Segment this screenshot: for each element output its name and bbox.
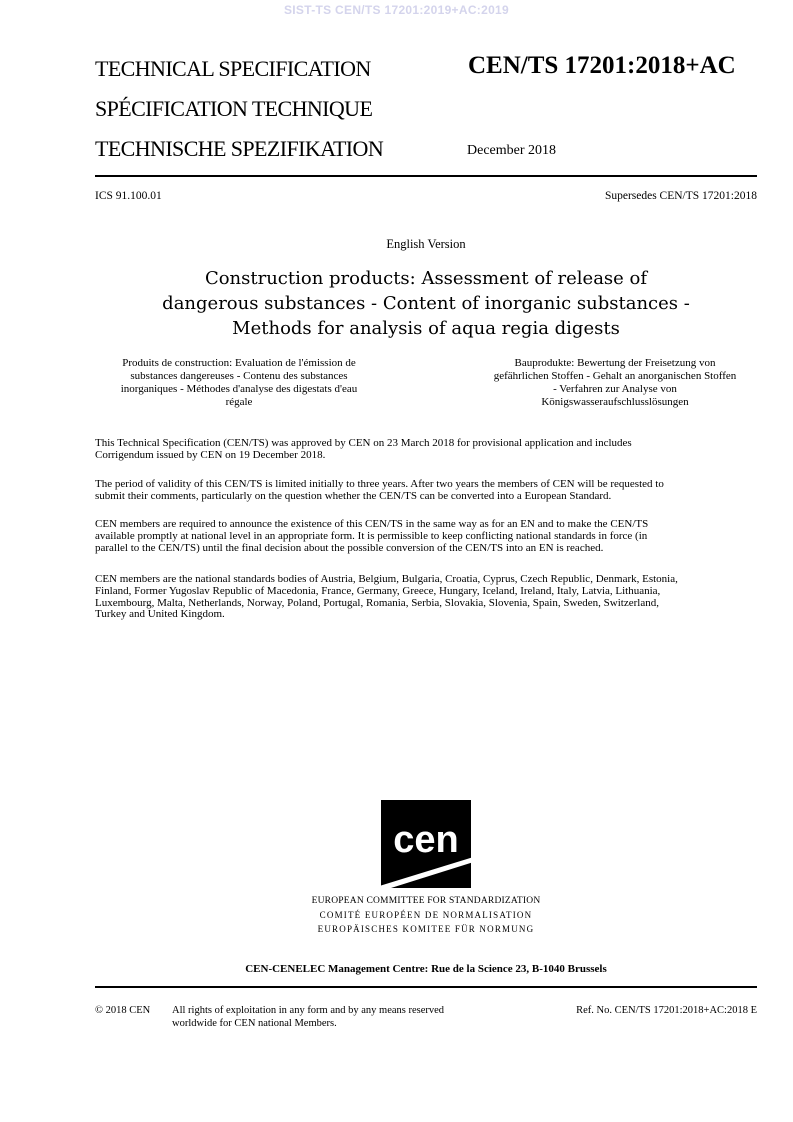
rights-notice xyxy=(172,1005,444,1030)
paragraph-line: This Technical Specification (CEN/TS) was approved by CEN on 23 March 2018 for provisional application and includes xyxy=(95,437,632,449)
paragraph-line: The period of validity of this CEN/TS is limited initially to three years. After two years the members of CEN will be requested to xyxy=(95,478,664,490)
rights-line: All rights of exploitation in any form and by any means reserved xyxy=(172,1005,445,1016)
title-line: dangerous substances - Content of inorganic substances - xyxy=(162,293,690,314)
copyright: © 2018 CEN xyxy=(95,1005,151,1016)
rights-line: worldwide for CEN national Members. xyxy=(172,1017,337,1029)
publication-date: December 2018 xyxy=(467,143,557,158)
spec-type-fr: SPÉCIFICATION TECHNIQUE xyxy=(95,96,373,121)
document-code: CEN/TS 17201:2018+AC xyxy=(468,52,736,79)
header-rule xyxy=(95,175,757,177)
title-fr-line: régale xyxy=(225,396,253,408)
watermark: SIST-TS CEN/TS 17201:2019+AC:2019 xyxy=(283,3,509,17)
management-centre-address: CEN-CENELEC Management Centre: Rue de la Science 23, B-1040 Brussels xyxy=(245,963,607,975)
footer-rule xyxy=(95,986,757,988)
cen-logo xyxy=(381,800,471,888)
supersedes-note: Supersedes CEN/TS 17201:2018 xyxy=(604,190,757,202)
paragraph-line: CEN members are required to announce the existence of this CEN/TS in the same way as for an EN and to make the CEN/TS xyxy=(95,518,649,530)
paragraph-line: parallel to the CEN/TS) until the final decision about the possible conversion of the CEN/TS into an EN is reached. xyxy=(95,541,604,554)
document-title xyxy=(95,266,757,341)
approval-paragraph xyxy=(95,438,757,462)
committee-name-de: EUROPÄISCHES KOMITEE FÜR NORMUNG xyxy=(317,924,535,934)
paragraph-line: submit their comments, particularly on the question whether the CEN/TS can be converted into a European Standard. xyxy=(95,489,612,502)
version-label: English Version xyxy=(386,237,466,251)
title-fr-line: inorganiques - Méthodes d'analyse des digestats d'eau xyxy=(120,383,358,395)
cen-logo-graphic xyxy=(381,800,481,890)
paragraph-line: CEN members are the national standards bodies of Austria, Belgium, Bulgaria, Croatia, Cyprus, Czech Republic, Denmark, Estonia, xyxy=(95,573,678,585)
spec-type-de: TECHNISCHE SPEZIFIKATION xyxy=(95,136,384,161)
title-french xyxy=(95,357,383,409)
members-list-paragraph xyxy=(95,574,757,621)
title-de-line: Bauprodukte: Bewertung der Freisetzung von xyxy=(514,357,716,369)
paragraph-line: Corrigendum issued by CEN on 19 December 2018. xyxy=(95,448,326,461)
title-fr-line: Produits de construction: Evaluation de l'émission de xyxy=(122,357,356,369)
title-de-line: - Verfahren zur Analyse von xyxy=(553,383,677,395)
ics-number: ICS 91.100.01 xyxy=(95,190,162,202)
validity-paragraph xyxy=(95,479,757,503)
title-german xyxy=(465,357,765,409)
paragraph-line: available promptly at national level in an appropriate form. It is permissible to keep conflicting national standards in force (in xyxy=(95,529,648,542)
members-obligation-paragraph xyxy=(95,519,757,554)
committee-name-fr: COMITÉ EUROPÉEN DE NORMALISATION xyxy=(319,910,533,920)
committee-name-en: EUROPEAN COMMITTEE FOR STANDARDIZATION xyxy=(311,896,541,906)
spec-type-en: TECHNICAL SPECIFICATION xyxy=(95,56,371,81)
paragraph-line: Finland, Former Yugoslav Republic of Macedonia, France, Germany, Greece, Hungary, Iceland, Ireland, Italy, Latvia, Lithuania, xyxy=(95,584,661,597)
reference-number: Ref. No. CEN/TS 17201:2018+AC:2018 E xyxy=(576,1005,757,1016)
paragraph-line: Luxembourg, Malta, Netherlands, Norway, Poland, Portugal, Romania, Serbia, Slovakia, Slovenia, Spain, Sweden, Switzerland, xyxy=(95,596,659,609)
title-de-line: gefährlichen Stoffen - Gehalt an anorganischen Stoffen xyxy=(493,370,737,382)
title-line: Construction products: Assessment of release of xyxy=(204,268,648,289)
title-fr-line: substances dangereuses - Contenu des substances xyxy=(130,370,348,382)
cen-logo-text: cen xyxy=(393,819,459,861)
title-line: Methods for analysis of aqua regia digests xyxy=(232,318,620,339)
title-de-line: Königswasseraufschlusslösungen xyxy=(541,396,689,408)
paragraph-line: Turkey and United Kingdom. xyxy=(95,608,225,621)
